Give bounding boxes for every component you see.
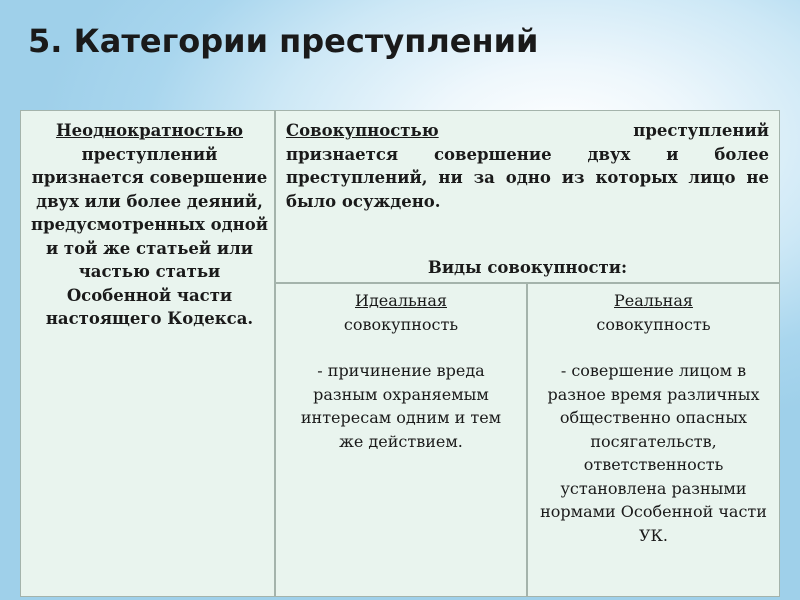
- real-cumulation-description: - совершение лицом в разное время различных общественно опасных посягательств, ответственность установлена разными нормами Особенной части УК.: [540, 361, 767, 545]
- cumulative-crimes-term: Совокупностью: [286, 121, 439, 140]
- cumulative-types-heading: Виды совокупности:: [427, 258, 628, 277]
- repeated-crimes-cell: [20, 110, 275, 597]
- cumulative-crimes-cell: [275, 110, 780, 283]
- ideal-cumulation-name-line2: совокупность: [343, 314, 459, 334]
- repeated-crimes-definition: преступлений признается совершение двух или более деяний, предусмотренных одной и той же статьей или частью статьи Особенной части настоящего Кодекса.: [31, 144, 268, 328]
- cumulative-crimes-definition: признается совершение двух и более преступлений, ни за одно из которых лицо не было осуждено.: [286, 144, 769, 211]
- real-cumulation-name-line2: совокупность: [596, 314, 711, 334]
- repeated-crimes-term: Неоднократностью: [55, 121, 243, 140]
- cumulative-crimes-heading-line: [286, 119, 769, 143]
- ideal-cumulation-name-line1: Идеальная: [355, 291, 447, 310]
- ideal-cumulation-cell: [275, 283, 527, 597]
- categories-table: [20, 110, 780, 597]
- real-cumulation-name-line1: Реальная: [614, 291, 693, 310]
- real-cumulation-cell: [527, 283, 780, 597]
- cumulative-crimes-term-continuation: преступлений: [633, 121, 769, 140]
- slide-title: 5. Категории преступлений: [28, 22, 539, 60]
- repeated-crimes-text: [31, 119, 268, 331]
- ideal-cumulation-name: [288, 289, 514, 336]
- real-cumulation-name: [538, 289, 769, 336]
- ideal-cumulation-description: - причинение вреда разным охраняемым интересам одним и тем же действием.: [300, 361, 502, 451]
